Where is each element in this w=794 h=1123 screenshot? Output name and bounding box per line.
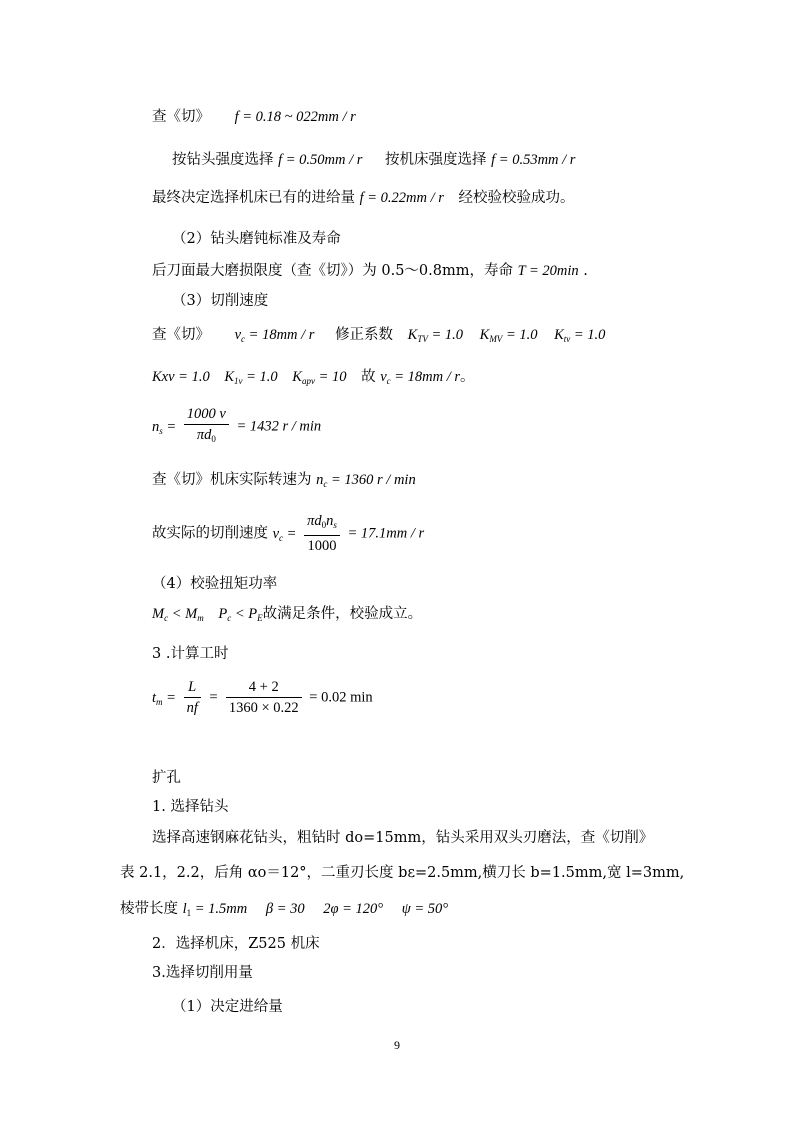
text: 查《切》 (152, 327, 210, 343)
value: = 1.0 (246, 369, 278, 385)
line-feed-strength (172, 150, 575, 170)
text: 故 (361, 369, 376, 385)
subscript: 1 (186, 908, 192, 918)
formula: Kxv = 1.0 (152, 369, 210, 385)
subscript: TV (417, 334, 428, 344)
symbol: M (185, 606, 198, 622)
fraction (184, 405, 229, 448)
symbol: n (152, 418, 160, 435)
formula: 2φ = 120° (323, 901, 384, 917)
numerator: n (326, 513, 334, 529)
text: 按机床强度选择 (385, 152, 487, 168)
equation-machining-time: $t_m$ = $\frac{L}{nf}$ = $\frac{4 + 2}{1360 \times 0.22}$ = 0.02 min (152, 679, 373, 716)
operator: < (171, 606, 182, 622)
line-drill-angles (120, 899, 448, 923)
symbol: M (152, 606, 165, 622)
text: 查《切》机床实际转速为 (152, 472, 312, 488)
heading-select-drill: 1. 选择钻头 (152, 799, 229, 815)
formula: f = 0.50mm / r (278, 152, 363, 168)
subscript: c (164, 613, 169, 623)
formula: T = 20min (517, 263, 579, 279)
subscript: c (241, 334, 246, 344)
subscript: s (159, 425, 163, 436)
text: 棱带长度 (120, 901, 178, 917)
paragraph-drill-selection: 选择高速钢麻花钻头，粗钻时 do=15mm，钻头采用双头刃磨法，查《切削》 (152, 830, 654, 846)
value: = 1.0 (505, 327, 538, 343)
line-speed-lookup (152, 325, 605, 349)
subscript: tv (563, 334, 571, 344)
heading-reaming: 扩孔 (152, 770, 181, 786)
heading-cutting-speed: （3）切削速度 (172, 293, 269, 309)
subscript: m (156, 696, 163, 707)
subscript: s (333, 520, 337, 530)
subscript: m (197, 613, 204, 623)
formula: f = 0.22mm / r (359, 190, 444, 206)
text: 查《切》 (152, 109, 210, 125)
value: = 10 (318, 369, 347, 385)
symbol: l (182, 901, 187, 917)
heading-machining-time: 3 .计算工时 (152, 646, 229, 662)
line-feed-final (152, 188, 575, 208)
equation-spindle-speed: $n_s$ = $\frac{1000 v}{\pi d_0}$ = 1432 r / min (152, 405, 321, 448)
fraction (226, 678, 302, 717)
text: 经校验校验成功。 (458, 190, 575, 206)
formula: f = 0.53mm / r (491, 152, 576, 168)
formula: ψ = 50° (401, 901, 449, 917)
denominator: 1360 × 0.22 (228, 700, 299, 716)
symbol: P (248, 606, 258, 622)
value: = 1360 r / min (330, 472, 416, 488)
subscript: 1v (233, 376, 243, 386)
subscript: c (227, 613, 232, 623)
subscript: 0 (321, 520, 327, 530)
text: 最终决定选择机床已有的进给量 (152, 190, 355, 206)
value: = 1.0 (431, 327, 464, 343)
value: = 1.0 (573, 327, 606, 343)
value: = 18mm / r (248, 327, 315, 343)
text: 按钻头强度选择 (172, 152, 274, 168)
heading-select-machine: 2．选择机床，Z525 机床 (152, 936, 320, 952)
fraction (184, 678, 201, 717)
symbol: K (479, 327, 490, 343)
line-feed-lookup (152, 107, 356, 127)
page-number: 9 (394, 1038, 400, 1052)
subscript: c (323, 479, 328, 489)
numerator: 4 + 2 (226, 678, 302, 698)
denominator: πd (196, 427, 212, 443)
text: . (583, 263, 588, 279)
symbol: t (152, 689, 157, 706)
text: 故实际的切削速度 (152, 525, 268, 542)
numerator: L (184, 678, 201, 698)
subscript: c (279, 532, 284, 543)
heading-cutting-params: 3.选择切削用量 (152, 965, 253, 981)
value: = 1.5mm (194, 901, 248, 917)
denominator: nf (186, 700, 198, 716)
text: 修正系数 (335, 327, 394, 343)
symbol: v (234, 327, 242, 343)
denominator: 1000 (307, 538, 337, 554)
paragraph-drill-params: 表 2.1，2.2，后角 αo＝12°，二重刃长度 bε=2.5mm,横刀长 b=1.5mm,宽 l=3mm, (120, 865, 685, 881)
text: 故满足条件，校验成立。 (262, 606, 423, 622)
line-torque-check (152, 604, 422, 628)
heading-tool-life: （2）钻头磨钝标准及寿命 (172, 231, 341, 247)
heading-torque: （4）校验扭矩功率 (152, 576, 278, 592)
equation-cutting-speed: 故实际的切削速度 $v_c$ = $\frac{\pi d_0n_s}{1000}$ = 17.1mm / r (152, 513, 425, 554)
heading-feed: （1）决定进给量 (172, 999, 283, 1015)
symbol: P (218, 606, 228, 622)
numerator: 1000 v (184, 405, 229, 425)
result: = 1432 r / min (236, 418, 322, 435)
formula: β = 30 (265, 901, 305, 917)
symbol: n (316, 472, 324, 488)
text: 后刀面最大磨损限度（查《切》）为 0.5～0.8mm，寿命 (152, 263, 513, 279)
numerator: πd (307, 513, 322, 529)
text: 。 (460, 369, 475, 385)
value: = 18mm / r (394, 369, 461, 385)
line-speed-coeffs (152, 367, 475, 391)
subscript: apv (301, 376, 315, 386)
symbol: K (224, 369, 234, 385)
result: = 17.1mm / r (347, 525, 425, 542)
symbol: K (407, 327, 418, 343)
subscript: MV (489, 334, 503, 344)
formula: f = 0.18 ~ 022mm / r (234, 109, 356, 125)
symbol: v (380, 369, 387, 385)
symbol: K (554, 327, 564, 343)
subscript: 0 (211, 434, 216, 444)
line-wear-limit (152, 261, 588, 281)
symbol: K (292, 369, 302, 385)
operator: < (234, 606, 245, 622)
line-actual-speed (152, 470, 416, 494)
fraction (304, 512, 340, 555)
subscript: E (257, 613, 263, 623)
symbol: v (272, 525, 280, 542)
subscript: c (386, 376, 391, 386)
result: = 0.02 min (309, 689, 373, 706)
